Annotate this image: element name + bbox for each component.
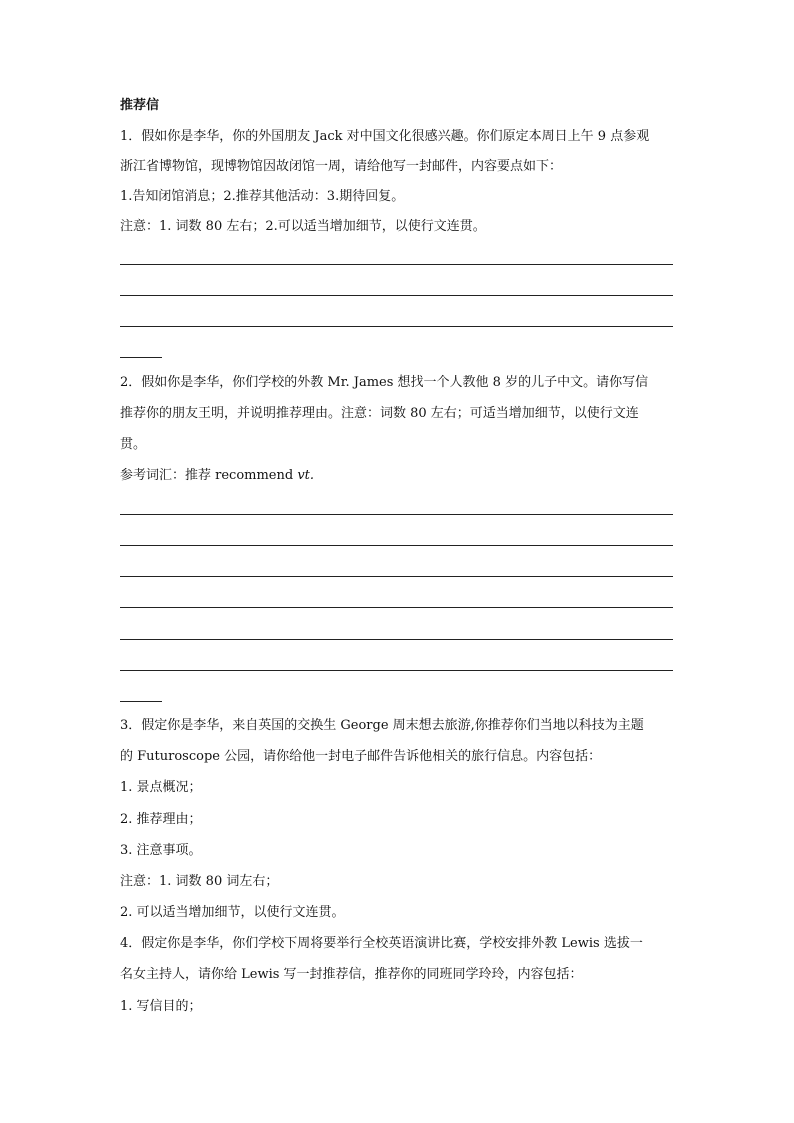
q3-line-4: 2. 推荐理由；: [120, 812, 202, 827]
q2-line-3: 贯。: [120, 437, 147, 452]
q2-vocab-label: 参考词汇：推荐 recommend: [120, 468, 298, 483]
q3-line-6: 注意：1. 词数 80 词左右；: [120, 874, 279, 889]
q3-line-2: 的 Futuroscope 公园，请你给他一封电子邮件告诉他相关的旅行信息。内容包括：: [120, 749, 602, 764]
answer-line[interactable]: [120, 295, 673, 296]
q3-line-1: 3．假定你是李华，来自英国的交换生 George 周末想去旅游,你推荐你们当地以科技为主题: [120, 718, 644, 733]
q1-line-4: 注意：1. 词数 80 左右；2.可以适当增加细节，以使行文连贯。: [120, 219, 486, 234]
answer-line-end[interactable]: [120, 701, 162, 702]
q4-line-2: 名女主持人，请你给 Lewis 写一封推荐信，推荐你的同班同学玲玲，内容包括：: [120, 967, 583, 982]
section-heading: 推荐信: [120, 98, 160, 113]
answer-line-end[interactable]: [120, 357, 162, 358]
answer-line[interactable]: [120, 326, 673, 327]
q1-line-1: 1．假如你是李华，你的外国朋友 Jack 对中国文化很感兴趣。你们原定本周日上午 9 点参观: [120, 129, 650, 144]
answer-line[interactable]: [120, 639, 673, 640]
q1-line-3: 1.告知闭馆消息；2.推荐其他活动：3.期待回复。: [120, 189, 405, 204]
answer-line[interactable]: [120, 545, 673, 546]
answer-line[interactable]: [120, 264, 673, 265]
q4-line-1: 4．假定你是李华，你们学校下周将要举行全校英语演讲比赛，学校安排外教 Lewis 选拔一: [120, 936, 643, 951]
q1-line-2: 浙江省博物馆，现博物馆因故闭馆一周，请给他写一封邮件，内容要点如下：: [120, 159, 563, 174]
q2-vocab: [120, 466, 314, 486]
answer-line[interactable]: [120, 607, 673, 608]
answer-line[interactable]: [120, 576, 673, 577]
q2-vocab-pos: vt.: [297, 468, 315, 483]
answer-line[interactable]: [120, 670, 673, 671]
q4-line-3: 1. 写信目的；: [120, 999, 202, 1014]
answer-line[interactable]: [120, 514, 673, 515]
q2-line-2: 推荐你的朋友王明，并说明推荐理由。注意：词数 80 左右；可适当增加细节，以使行文连: [120, 406, 639, 421]
q3-line-7: 2. 可以适当增加细节，以使行文连贯。: [120, 905, 345, 920]
q2-line-1: 2．假如你是李华，你们学校的外教 Mr. James 想找一个人教他 8 岁的儿子中文。请你写信: [120, 375, 649, 390]
q3-line-3: 1. 景点概况；: [120, 780, 202, 795]
q3-line-5: 3. 注意事项。: [120, 843, 202, 858]
